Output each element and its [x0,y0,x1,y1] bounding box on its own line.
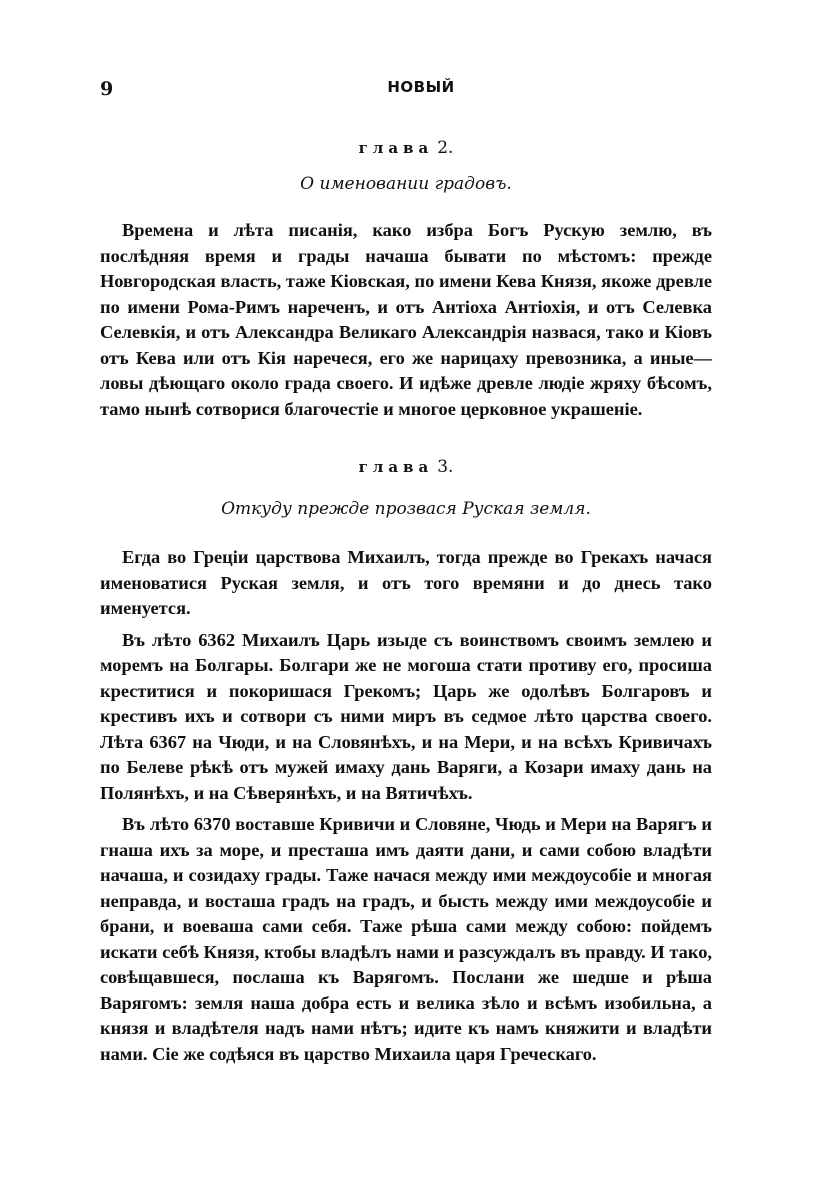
chapter-heading-word: глава [358,139,434,157]
running-title: НОВЫЙ [387,78,455,96]
paragraph: Въ лѣто 6370 воставше Кривичи и Словяне, Чюдь и Мери на Варягъ и гнаша ихъ за море, и престаша имъ даяти дани, и сами собою владѣти начаша, и созидаху грады. Таже начася между ими междоусобіе и многая неправда, и восташа градъ на градъ, и бысть между ими междоусобіе и брани, и воеваша сами себя. Таже рѣша сами между собою: пойдемъ искати себѣ Князя, ктобы владѣлъ нами и разсуждалъ въ правду. И тако, совѣщавшеся, послаша къ Варягомъ. Послани же шедше и рѣша Варягомъ: земля наша добра есть и велика зѣло и всѣмъ изобильна, а князя и владѣтеля надъ нами нѣтъ; идите къ намъ княжити и владѣти нами. Сіе же содѣяся въ царство Михаила царя Греческаго. [100,814,712,1064]
chapter-number: 3. [437,457,454,477]
paragraph: Въ лѣто 6362 Михаилъ Царь изыде съ воинствомъ своимъ землею и моремъ на Болгары. Болгари же не могоша стати противу его, просиша креститися и покоришася Грекомъ; Царь же одолѣвъ Болгаровъ и крестивъ ихъ и сотвори съ ними миръ въ седмое лѣто царства своего. Лѣта 6367 на Чюди, и на Словянѣхъ, и на Мери, и на всѣхъ Кривичахъ по Белеве рѣкѣ отъ мужей имаху дань Варяги, а Козари имаху дань на Полянѣхъ, и на Сѣверянѣхъ, и на Вятичѣхъ. [100,629,712,803]
chapter-heading [100,138,712,162]
chapter-heading [100,457,712,481]
chapter-3 [100,457,712,1067]
paragraph: Времена и лѣта писанія, како избра Богъ Рускую землю, въ послѣдняя время и грады начаша бывати по мѣстомъ: прежде Новгородская власть, таже Кіовская, по имени Кева Князя, якоже древле по имени Рома-Римъ нареченъ, и отъ Антіоха Антіохія, и отъ Селевка Селевкія, и отъ Александра Великаго Александрія назвася, тако и Кіовъ отъ Кева или отъ Кія наречеся, его же нарицаху превозника, а иные—ловы дѣющаго около града своего. И идѣже древле людіе жряху бѣсомъ, тамо нынѣ сотворися благочестіе и многое церковное украшеніе. [100,220,712,419]
running-head [100,78,712,102]
chapter-number: 2. [437,138,454,158]
chapter-heading-word: глава [358,458,434,476]
chapter-title: Откуду прежде прозвася Руская земля. [221,499,591,519]
chapter-title: О именовании градовъ. [300,174,512,194]
chapter-2 [100,138,712,422]
paragraph: Егда во Греціи царствова Михаилъ, тогда прежде во Грекахъ начася именоватися Руская земля, и отъ того времяни и до днесь тако именуется. [100,547,712,618]
page-number: 9 [100,78,114,100]
book-page [100,0,712,1191]
